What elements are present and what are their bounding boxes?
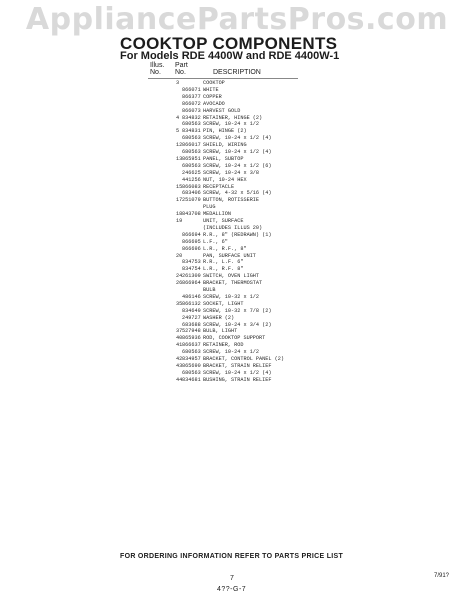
part-description: PAN, SURFACE UNIT (203, 252, 256, 259)
part-number: 834957 (182, 356, 201, 362)
part-number: 680563 (182, 135, 201, 142)
part-description: L.F., 6" (203, 238, 228, 245)
illus-number: 26 (176, 280, 183, 287)
part-number: 486146 (182, 293, 201, 300)
page-subtitle: For Models RDE 4400W and RDE 4400W-1 (120, 50, 340, 62)
part-number: 680563 (182, 369, 201, 376)
part-description: SCREW, 10-24 x 3/4 (2) (203, 321, 272, 328)
illus-number: 15 (176, 183, 183, 190)
illus-number: 37 (176, 328, 183, 335)
parts-row (0, 211, 474, 217)
illus-number: 44 (176, 376, 183, 383)
part-number: 865951 (182, 155, 201, 162)
parts-row (0, 308, 474, 314)
part-number: 251079 (182, 197, 201, 204)
parts-row (0, 101, 474, 107)
part-number: 680563 (182, 149, 201, 155)
part-number: 834754 (182, 266, 201, 273)
parts-row (0, 177, 474, 183)
part-description: COPPER (203, 93, 222, 100)
part-number: 866694 (182, 231, 201, 238)
parts-row (0, 190, 474, 196)
parts-row (0, 135, 474, 141)
parts-row (0, 197, 474, 203)
document-code: 4??-G-7 (217, 586, 247, 593)
parts-row (0, 349, 474, 355)
parts-row (0, 370, 474, 376)
parts-row (0, 356, 474, 362)
part-number: 866637 (182, 342, 201, 349)
part-number: 843708 (182, 211, 201, 218)
part-number: 866017 (182, 142, 201, 149)
part-description: L.R., R.F. 8" (203, 266, 244, 273)
part-description: SOCKET, LIGHT (203, 300, 244, 307)
part-number: 865936 (182, 335, 201, 342)
illus-number: 24 (176, 273, 183, 280)
illus-number: 13 (176, 155, 183, 162)
parts-row (0, 163, 474, 169)
parts-row (0, 156, 474, 162)
print-date: 7/91? (434, 573, 450, 579)
part-number: 441256 (182, 176, 201, 183)
page-number: 7 (230, 575, 234, 582)
part-description: SCREW, 10-24 x 1/2 (6) (203, 162, 272, 169)
part-description: UNIT, SURFACE (203, 218, 244, 224)
parts-row (0, 273, 474, 279)
part-number: 527948 (182, 328, 201, 335)
parts-row (0, 363, 474, 369)
page-title: COOKTOP COMPONENTS (120, 34, 338, 53)
part-description: BULB, LIGHT (203, 328, 238, 335)
illus-number: 3 (176, 80, 180, 86)
part-description: BULB (203, 287, 216, 293)
part-number: 834649 (182, 307, 201, 314)
illus-number: 20 (176, 252, 183, 259)
part-number: 249727 (182, 314, 201, 321)
part-number: 683406 (182, 190, 201, 197)
part-description: PIN, HINGE (2) (203, 128, 247, 135)
part-description: HARVEST GOLD (203, 107, 241, 114)
part-description: SCREW, 10-24 x 1/2 (203, 349, 260, 356)
part-description: BRACKET, STRAIN RELIEF (203, 362, 272, 369)
illus-number: 4 (176, 114, 180, 121)
header-divider (148, 78, 298, 79)
part-description: SWITCH, OVEN LIGHT (203, 273, 260, 280)
parts-row (0, 301, 474, 307)
part-description: R.R., 8" (REDRAWN) (1) (203, 231, 272, 238)
illus-number: 12 (176, 142, 183, 149)
part-description: BRACKET, THERMOSTAT (203, 280, 263, 287)
illus-number: 35 (176, 300, 183, 307)
parts-row (0, 170, 474, 176)
part-description: NUT, 10-24 HEX (203, 176, 247, 183)
part-number: 866696 (182, 245, 201, 252)
header-illus-label: Illus. (150, 62, 165, 69)
part-description: COOKTOP (203, 80, 225, 86)
part-number: 680563 (182, 121, 201, 128)
part-description: WASHER (2) (203, 314, 235, 321)
part-description: BUSHING, STRAIN RELIEF (203, 376, 272, 383)
parts-row (0, 246, 474, 252)
part-number: 866072 (182, 100, 201, 107)
part-description: SCREW, 10-24 x 1/2 (4) (203, 149, 272, 155)
illus-number: 18 (176, 211, 183, 218)
part-number: 680563 (182, 349, 201, 356)
parts-row (0, 121, 474, 127)
part-number: 834832 (182, 114, 201, 121)
part-description: SCREW, 10-24 x 1/2 (4) (203, 369, 272, 376)
header-illus-no: No. (150, 69, 161, 76)
parts-row (0, 280, 474, 286)
part-number: 834831 (182, 128, 201, 135)
illus-number: 41 (176, 342, 183, 349)
part-number: 680563 (182, 162, 201, 169)
parts-row (0, 94, 474, 100)
parts-row (0, 142, 474, 148)
parts-row (0, 287, 474, 293)
parts-row (0, 377, 474, 383)
header-part-no: No. (175, 69, 186, 76)
parts-row (0, 80, 474, 86)
parts-row (0, 218, 474, 224)
part-number: 866083 (182, 183, 201, 190)
parts-row (0, 266, 474, 272)
part-description: ROD, COOKTOP SUPPORT (203, 335, 266, 342)
parts-row (0, 335, 474, 341)
parts-row (0, 128, 474, 134)
part-description: R.R., L.F. 6" (203, 259, 244, 266)
part-description: SCREW, 10-24 x 1/2 (203, 121, 260, 128)
header-part-label: Part (175, 62, 188, 69)
part-number: 866071 (182, 86, 201, 93)
part-number: 834753 (182, 259, 201, 266)
part-description: BRACKET, CONTROL PANEL (2) (203, 356, 284, 362)
illus-number: 5 (176, 128, 180, 135)
part-number: 261309 (182, 273, 201, 280)
part-description: BUTTON, ROTISSERIE (203, 197, 260, 204)
part-description: SCREW, 10-32 x 7/8 (2) (203, 307, 272, 314)
parts-row (0, 184, 474, 190)
illus-number: 43 (176, 362, 183, 369)
parts-row (0, 259, 474, 265)
parts-row (0, 115, 474, 121)
illus-number: 42 (176, 356, 183, 362)
header-description: DESCRIPTION (213, 69, 261, 76)
ordering-note: FOR ORDERING INFORMATION REFER TO PARTS PRICE LIST (120, 553, 344, 560)
parts-row (0, 232, 474, 238)
part-number: 866377 (182, 93, 201, 100)
part-description: AVOCADO (203, 100, 225, 107)
part-number: 866695 (182, 238, 201, 245)
part-number: 865690 (182, 362, 201, 369)
parts-row (0, 322, 474, 328)
part-description: SHIELD, WIRING (203, 142, 247, 149)
illus-number: 40 (176, 335, 183, 342)
part-description: RECEPTACLE (203, 183, 235, 190)
part-description: SCREW, 4-32 x 5/16 (4) (203, 190, 272, 197)
part-description: RETAINER, HINGE (2) (203, 114, 263, 121)
part-number: 866132 (182, 300, 201, 307)
part-number: 246625 (182, 169, 201, 176)
part-number: 683688 (182, 321, 201, 328)
part-description: MEDALLION (203, 211, 232, 218)
part-number: 866073 (182, 107, 201, 114)
part-description: SCREW, 10-24 x 3/8 (203, 169, 260, 176)
parts-row (0, 315, 474, 321)
watermark: AppliancePartsPros.com (25, 2, 449, 37)
part-description: PANEL, SUBTOP (203, 155, 244, 162)
part-number: 834681 (182, 376, 201, 383)
parts-row (0, 149, 474, 155)
part-number: 866964 (182, 280, 201, 287)
parts-row (0, 294, 474, 300)
part-description: SCREW, 10-32 x 1/2 (203, 293, 260, 300)
parts-row (0, 87, 474, 93)
illus-number: 17 (176, 197, 183, 204)
parts-row (0, 204, 474, 210)
parts-row (0, 239, 474, 245)
part-description: PLUG (203, 204, 216, 211)
part-description: L.R., R.F., 8" (203, 245, 247, 252)
parts-row (0, 225, 474, 231)
parts-row (0, 108, 474, 114)
part-description: WHITE (203, 86, 219, 93)
parts-row (0, 328, 474, 334)
part-description: SCREW, 10-24 x 1/2 (4) (203, 135, 272, 142)
illus-number: 19 (176, 218, 183, 224)
part-description: (INCLUDES ILLUS 20) (203, 224, 263, 231)
parts-row (0, 342, 474, 348)
parts-row (0, 253, 474, 259)
part-description: RETAINER, ROD (203, 342, 244, 349)
